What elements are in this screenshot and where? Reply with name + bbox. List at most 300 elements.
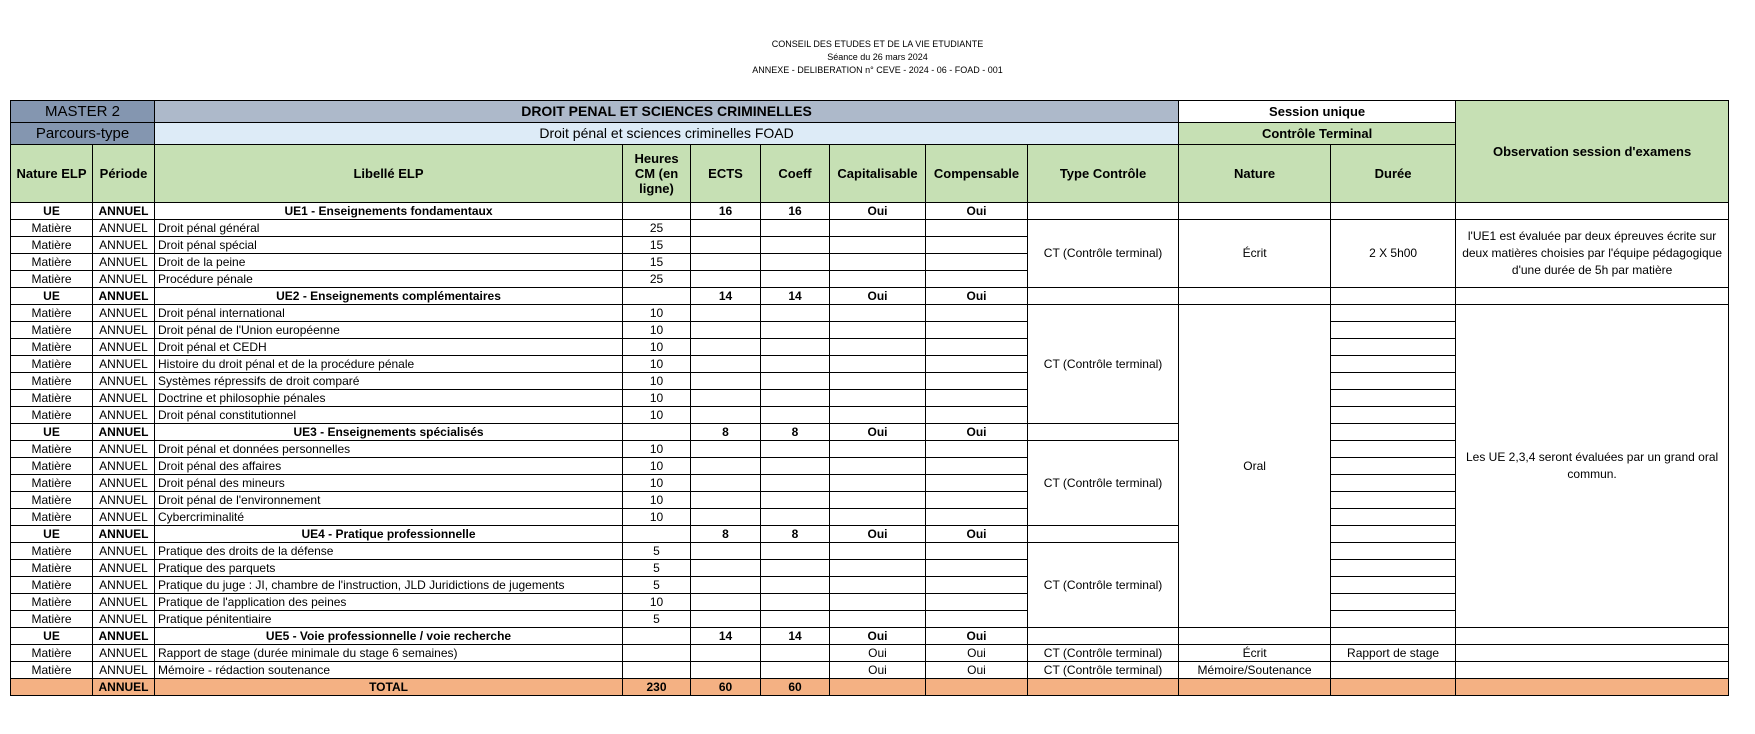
- matiere-heures: 10: [623, 407, 691, 424]
- col-libelle: Libellé ELP: [155, 145, 623, 203]
- ue-ects: 14: [691, 628, 761, 645]
- matiere-periode: ANNUEL: [93, 271, 155, 288]
- matiere-nature: Matière: [11, 322, 93, 339]
- level-cell: MASTER 2: [11, 101, 155, 123]
- matiere-periode: ANNUEL: [93, 645, 155, 662]
- matiere-nature: Matière: [11, 645, 93, 662]
- deliberation-reference: ANNEXE - DELIBERATION n° CEVE - 2024 - 06 - FOAD - 001: [752, 65, 1003, 75]
- ue-type-controle: [1028, 424, 1179, 441]
- matiere-heures: 10: [623, 441, 691, 458]
- matiere-heures: 10: [623, 339, 691, 356]
- matiere-nature: Matière: [11, 611, 93, 628]
- ue-nature: UE: [11, 288, 93, 305]
- matiere-libelle: Droit pénal spécial: [155, 237, 623, 254]
- ue-type-controle-merged: CT (Contrôle terminal): [1028, 543, 1179, 628]
- matiere-libelle: Mémoire - rédaction soutenance: [155, 662, 623, 679]
- matiere-libelle: Pratique pénitentiaire: [155, 611, 623, 628]
- matiere-ects: [691, 407, 761, 424]
- matiere-ects: [691, 373, 761, 390]
- matiere-periode: ANNUEL: [93, 475, 155, 492]
- ue-capitalisable: Oui: [830, 628, 926, 645]
- matiere-coeff: [761, 373, 830, 390]
- col-nature: Nature: [1179, 145, 1331, 203]
- matiere-periode: ANNUEL: [93, 356, 155, 373]
- matiere-heures: 10: [623, 305, 691, 322]
- matiere-nature: Matière: [11, 492, 93, 509]
- ue-observation: [1456, 628, 1729, 645]
- matiere-duree: [1331, 543, 1456, 560]
- parcours-label: Parcours-type: [11, 123, 155, 145]
- matiere-capitalisable: [830, 220, 926, 237]
- matiere-heures: 10: [623, 390, 691, 407]
- ue-duree: [1331, 203, 1456, 220]
- col-heures: Heures CM (en ligne): [623, 145, 691, 203]
- matiere-duree: [1331, 356, 1456, 373]
- ue-compensable: Oui: [926, 628, 1028, 645]
- ue-coeff: 8: [761, 424, 830, 441]
- matiere-nature: Matière: [11, 373, 93, 390]
- matiere-compensable: [926, 237, 1028, 254]
- banner-row-1: [11, 101, 1729, 123]
- ue-nature-ct: [1179, 203, 1331, 220]
- matiere-coeff: [761, 645, 830, 662]
- matiere-type-controle: CT (Contrôle terminal): [1028, 645, 1179, 662]
- matiere-duree: [1331, 305, 1456, 322]
- ue-libelle: UE1 - Enseignements fondamentaux: [155, 203, 623, 220]
- matiere-coeff: [761, 305, 830, 322]
- matiere-nature: Matière: [11, 441, 93, 458]
- matiere-capitalisable: [830, 560, 926, 577]
- matiere-compensable: [926, 509, 1028, 526]
- matiere-libelle: Droit pénal de l'environnement: [155, 492, 623, 509]
- matiere-capitalisable: [830, 339, 926, 356]
- matiere-compensable: [926, 254, 1028, 271]
- matiere-compensable: [926, 271, 1028, 288]
- matiere-compensable: [926, 356, 1028, 373]
- matiere-heures: 5: [623, 577, 691, 594]
- ue-type-controle: [1028, 628, 1179, 645]
- matiere-ects: [691, 577, 761, 594]
- ue-nature: UE: [11, 424, 93, 441]
- matiere-row: [11, 645, 1729, 662]
- matiere-nature: Matière: [11, 458, 93, 475]
- ue-libelle: UE2 - Enseignements complémentaires: [155, 288, 623, 305]
- matiere-duree: [1331, 339, 1456, 356]
- matiere-compensable: [926, 577, 1028, 594]
- matiere-heures: [623, 662, 691, 679]
- matiere-ects: [691, 441, 761, 458]
- ue-nature: UE: [11, 526, 93, 543]
- matiere-periode: ANNUEL: [93, 458, 155, 475]
- matiere-compensable: [926, 475, 1028, 492]
- matiere-nature: Matière: [11, 237, 93, 254]
- matiere-heures: 10: [623, 509, 691, 526]
- ue234-nature-oral: Oral: [1179, 305, 1331, 628]
- matiere-row: [11, 305, 1729, 322]
- ue-capitalisable: Oui: [830, 526, 926, 543]
- matiere-libelle: Droit de la peine: [155, 254, 623, 271]
- matiere-coeff: [761, 475, 830, 492]
- matiere-coeff: [761, 662, 830, 679]
- matiere-coeff: [761, 407, 830, 424]
- matiere-coeff: [761, 441, 830, 458]
- matiere-ects: [691, 271, 761, 288]
- matiere-duree: [1331, 509, 1456, 526]
- matiere-compensable: [926, 373, 1028, 390]
- matiere-ects: [691, 390, 761, 407]
- matiere-coeff: [761, 339, 830, 356]
- total-ects: 60: [691, 679, 761, 696]
- matiere-compensable: [926, 322, 1028, 339]
- matiere-ects: [691, 322, 761, 339]
- matiere-libelle: Doctrine et philosophie pénales: [155, 390, 623, 407]
- matiere-nature: Matière: [11, 407, 93, 424]
- matiere-capitalisable: [830, 509, 926, 526]
- matiere-capitalisable: [830, 390, 926, 407]
- matiere-duree: [1331, 560, 1456, 577]
- total-coeff: 60: [761, 679, 830, 696]
- matiere-nature: Matière: [11, 254, 93, 271]
- matiere-duree: [1331, 407, 1456, 424]
- ue-nature-ct: [1179, 288, 1331, 305]
- matiere-ects: [691, 543, 761, 560]
- matiere-heures: 10: [623, 373, 691, 390]
- matiere-periode: ANNUEL: [93, 492, 155, 509]
- matiere-nature: Matière: [11, 577, 93, 594]
- matiere-compensable: [926, 390, 1028, 407]
- matiere-periode: ANNUEL: [93, 594, 155, 611]
- matiere-coeff: [761, 492, 830, 509]
- matiere-libelle: Pratique des parquets: [155, 560, 623, 577]
- ue-duree-merged: 2 X 5h00: [1331, 220, 1456, 288]
- matiere-compensable: [926, 492, 1028, 509]
- col-compensable: Compensable: [926, 145, 1028, 203]
- matiere-duree: [1331, 475, 1456, 492]
- total-empty: [1456, 679, 1729, 696]
- matiere-capitalisable: [830, 254, 926, 271]
- matiere-ects: [691, 560, 761, 577]
- matiere-libelle: Droit pénal constitutionnel: [155, 407, 623, 424]
- matiere-libelle: Cybercriminalité: [155, 509, 623, 526]
- matiere-libelle: Droit pénal de l'Union européenne: [155, 322, 623, 339]
- session-date: Séance du 26 mars 2024: [827, 52, 928, 62]
- ue-duree: [1331, 526, 1456, 543]
- matiere-compensable: Oui: [926, 645, 1028, 662]
- matiere-periode: ANNUEL: [93, 305, 155, 322]
- ue-coeff: 14: [761, 628, 830, 645]
- matiere-compensable: [926, 458, 1028, 475]
- matiere-nature: Matière: [11, 390, 93, 407]
- col-capitalisable: Capitalisable: [830, 145, 926, 203]
- matiere-duree: [1331, 611, 1456, 628]
- matiere-capitalisable: [830, 492, 926, 509]
- ue-type-controle: [1028, 203, 1179, 220]
- session-label: Session unique: [1179, 101, 1456, 123]
- matiere-periode: ANNUEL: [93, 611, 155, 628]
- col-periode: Période: [93, 145, 155, 203]
- matiere-periode: ANNUEL: [93, 662, 155, 679]
- matiere-libelle: Droit pénal des affaires: [155, 458, 623, 475]
- ue-observation: [1456, 203, 1729, 220]
- ue-heures: [623, 424, 691, 441]
- matiere-ects: [691, 356, 761, 373]
- matiere-heures: 10: [623, 322, 691, 339]
- matiere-ects: [691, 339, 761, 356]
- matiere-nature-ct: Écrit: [1179, 645, 1331, 662]
- ue-type-controle-merged: CT (Contrôle terminal): [1028, 305, 1179, 424]
- matiere-observation: [1456, 645, 1729, 662]
- matiere-nature: Matière: [11, 356, 93, 373]
- matiere-capitalisable: [830, 577, 926, 594]
- matiere-periode: ANNUEL: [93, 560, 155, 577]
- matiere-duree: [1331, 373, 1456, 390]
- ue-capitalisable: Oui: [830, 288, 926, 305]
- matiere-compensable: [926, 441, 1028, 458]
- col-type-controle: Type Contrôle: [1028, 145, 1179, 203]
- exam-rules-table: [10, 100, 1729, 696]
- matiere-compensable: [926, 560, 1028, 577]
- ue-type-controle-merged: CT (Contrôle terminal): [1028, 441, 1179, 526]
- matiere-coeff: [761, 356, 830, 373]
- matiere-compensable: [926, 220, 1028, 237]
- matiere-capitalisable: [830, 356, 926, 373]
- controle-terminal-label: Contrôle Terminal: [1179, 123, 1456, 145]
- matiere-capitalisable: Oui: [830, 662, 926, 679]
- ue-row: [11, 203, 1729, 220]
- matiere-capitalisable: [830, 373, 926, 390]
- ue-periode: ANNUEL: [93, 628, 155, 645]
- matiere-periode: ANNUEL: [93, 339, 155, 356]
- matiere-row: [11, 662, 1729, 679]
- matiere-nature: Matière: [11, 662, 93, 679]
- matiere-heures: 15: [623, 254, 691, 271]
- matiere-libelle: Procédure pénale: [155, 271, 623, 288]
- matiere-coeff: [761, 594, 830, 611]
- matiere-coeff: [761, 509, 830, 526]
- matiere-coeff: [761, 560, 830, 577]
- matiere-ects: [691, 254, 761, 271]
- matiere-capitalisable: [830, 543, 926, 560]
- ue-ects: 8: [691, 526, 761, 543]
- matiere-type-controle: CT (Contrôle terminal): [1028, 662, 1179, 679]
- ue-heures: [623, 628, 691, 645]
- ue-nature-ct-merged: Écrit: [1179, 220, 1331, 288]
- matiere-ects: [691, 611, 761, 628]
- matiere-heures: 10: [623, 475, 691, 492]
- ue-coeff: 16: [761, 203, 830, 220]
- ue-type-controle: [1028, 526, 1179, 543]
- matiere-capitalisable: [830, 458, 926, 475]
- matiere-capitalisable: [830, 441, 926, 458]
- total-row: [11, 679, 1729, 696]
- ue-libelle: UE5 - Voie professionnelle / voie recherche: [155, 628, 623, 645]
- matiere-periode: ANNUEL: [93, 509, 155, 526]
- ue-ects: 16: [691, 203, 761, 220]
- matiere-heures: 5: [623, 560, 691, 577]
- matiere-heures: 5: [623, 611, 691, 628]
- matiere-periode: ANNUEL: [93, 441, 155, 458]
- col-coeff: Coeff: [761, 145, 830, 203]
- ue234-observation: Les UE 2,3,4 seront évaluées par un grand oral commun.: [1456, 305, 1729, 628]
- matiere-libelle: Droit pénal général: [155, 220, 623, 237]
- matiere-heures: 25: [623, 220, 691, 237]
- ue-ects: 8: [691, 424, 761, 441]
- matiere-libelle: Systèmes répressifs de droit comparé: [155, 373, 623, 390]
- matiere-duree: [1331, 577, 1456, 594]
- col-duree: Durée: [1331, 145, 1456, 203]
- matiere-compensable: Oui: [926, 662, 1028, 679]
- ue-capitalisable: Oui: [830, 424, 926, 441]
- matiere-capitalisable: [830, 594, 926, 611]
- matiere-ects: [691, 645, 761, 662]
- total-periode: ANNUEL: [93, 679, 155, 696]
- ue-observation: [1456, 288, 1729, 305]
- matiere-capitalisable: [830, 475, 926, 492]
- matiere-ects: [691, 305, 761, 322]
- matiere-periode: ANNUEL: [93, 237, 155, 254]
- matiere-nature: Matière: [11, 594, 93, 611]
- total-heures: 230: [623, 679, 691, 696]
- document-header: [0, 38, 1755, 77]
- matiere-nature: Matière: [11, 475, 93, 492]
- matiere-ects: [691, 475, 761, 492]
- ue-compensable: Oui: [926, 203, 1028, 220]
- ue-row: [11, 288, 1729, 305]
- matiere-libelle: Droit pénal et CEDH: [155, 339, 623, 356]
- matiere-compensable: [926, 339, 1028, 356]
- matiere-periode: ANNUEL: [93, 220, 155, 237]
- col-ects: ECTS: [691, 145, 761, 203]
- matiere-heures: 15: [623, 237, 691, 254]
- matiere-periode: ANNUEL: [93, 390, 155, 407]
- ue-duree: [1331, 424, 1456, 441]
- matiere-heures: 10: [623, 356, 691, 373]
- matiere-compensable: [926, 407, 1028, 424]
- matiere-duree: [1331, 662, 1456, 679]
- matiere-compensable: [926, 594, 1028, 611]
- ue-nature: UE: [11, 628, 93, 645]
- total-empty: [926, 679, 1028, 696]
- total-empty: [1179, 679, 1331, 696]
- matiere-coeff: [761, 271, 830, 288]
- ue-heures: [623, 203, 691, 220]
- matiere-ects: [691, 458, 761, 475]
- matiere-nature-ct: Mémoire/Soutenance: [1179, 662, 1331, 679]
- matiere-libelle: Histoire du droit pénal et de la procédure pénale: [155, 356, 623, 373]
- mention-title: DROIT PENAL ET SCIENCES CRIMINELLES: [155, 101, 1179, 123]
- ue-type-controle: [1028, 288, 1179, 305]
- matiere-nature: Matière: [11, 339, 93, 356]
- matiere-ects: [691, 220, 761, 237]
- matiere-nature: Matière: [11, 271, 93, 288]
- total-empty: [1028, 679, 1179, 696]
- ue-heures: [623, 288, 691, 305]
- matiere-duree: [1331, 594, 1456, 611]
- council-title: CONSEIL DES ETUDES ET DE LA VIE ETUDIANTE: [771, 39, 984, 49]
- matiere-coeff: [761, 390, 830, 407]
- ue-libelle: UE4 - Pratique professionnelle: [155, 526, 623, 543]
- matiere-duree: [1331, 390, 1456, 407]
- ue-coeff: 14: [761, 288, 830, 305]
- matiere-periode: ANNUEL: [93, 322, 155, 339]
- matiere-heures: 25: [623, 271, 691, 288]
- matiere-nature: Matière: [11, 509, 93, 526]
- matiere-ects: [691, 662, 761, 679]
- ue-duree: [1331, 628, 1456, 645]
- matiere-coeff: [761, 458, 830, 475]
- matiere-capitalisable: Oui: [830, 645, 926, 662]
- matiere-ects: [691, 594, 761, 611]
- ue-periode: ANNUEL: [93, 203, 155, 220]
- matiere-observation: [1456, 662, 1729, 679]
- ue-capitalisable: Oui: [830, 203, 926, 220]
- ue-row: [11, 628, 1729, 645]
- matiere-coeff: [761, 322, 830, 339]
- matiere-ects: [691, 237, 761, 254]
- matiere-compensable: [926, 611, 1028, 628]
- matiere-ects: [691, 492, 761, 509]
- ue-compensable: Oui: [926, 526, 1028, 543]
- observation-header: Observation session d'examens: [1456, 101, 1729, 203]
- ue-periode: ANNUEL: [93, 288, 155, 305]
- ue-type-controle-merged: CT (Contrôle terminal): [1028, 220, 1179, 288]
- matiere-libelle: Rapport de stage (durée minimale du stage 6 semaines): [155, 645, 623, 662]
- matiere-coeff: [761, 543, 830, 560]
- ue-coeff: 8: [761, 526, 830, 543]
- matiere-capitalisable: [830, 305, 926, 322]
- ue-compensable: Oui: [926, 288, 1028, 305]
- ue-duree: [1331, 288, 1456, 305]
- matiere-row: [11, 220, 1729, 237]
- matiere-heures: [623, 645, 691, 662]
- ue-nature: UE: [11, 203, 93, 220]
- matiere-duree: [1331, 458, 1456, 475]
- total-nature: [11, 679, 93, 696]
- matiere-libelle: Droit pénal international: [155, 305, 623, 322]
- matiere-libelle: Droit pénal des mineurs: [155, 475, 623, 492]
- ue-periode: ANNUEL: [93, 424, 155, 441]
- matiere-heures: 5: [623, 543, 691, 560]
- matiere-nature: Matière: [11, 220, 93, 237]
- matiere-nature: Matière: [11, 560, 93, 577]
- matiere-duree: [1331, 441, 1456, 458]
- matiere-ects: [691, 509, 761, 526]
- parcours-title: Droit pénal et sciences criminelles FOAD: [155, 123, 1179, 145]
- ue-heures: [623, 526, 691, 543]
- matiere-heures: 10: [623, 594, 691, 611]
- matiere-compensable: [926, 305, 1028, 322]
- matiere-periode: ANNUEL: [93, 254, 155, 271]
- ue-compensable: Oui: [926, 424, 1028, 441]
- matiere-libelle: Pratique du juge : JI, chambre de l'instruction, JLD Juridictions de jugements: [155, 577, 623, 594]
- matiere-heures: 10: [623, 458, 691, 475]
- matiere-coeff: [761, 577, 830, 594]
- matiere-coeff: [761, 254, 830, 271]
- matiere-duree: Rapport de stage: [1331, 645, 1456, 662]
- matiere-heures: 10: [623, 492, 691, 509]
- matiere-capitalisable: [830, 237, 926, 254]
- matiere-duree: [1331, 322, 1456, 339]
- total-empty: [1331, 679, 1456, 696]
- matiere-capitalisable: [830, 407, 926, 424]
- matiere-capitalisable: [830, 611, 926, 628]
- total-label: TOTAL: [155, 679, 623, 696]
- matiere-nature: Matière: [11, 305, 93, 322]
- col-nature-elp: Nature ELP: [11, 145, 93, 203]
- matiere-coeff: [761, 611, 830, 628]
- matiere-duree: [1331, 492, 1456, 509]
- ue-ects: 14: [691, 288, 761, 305]
